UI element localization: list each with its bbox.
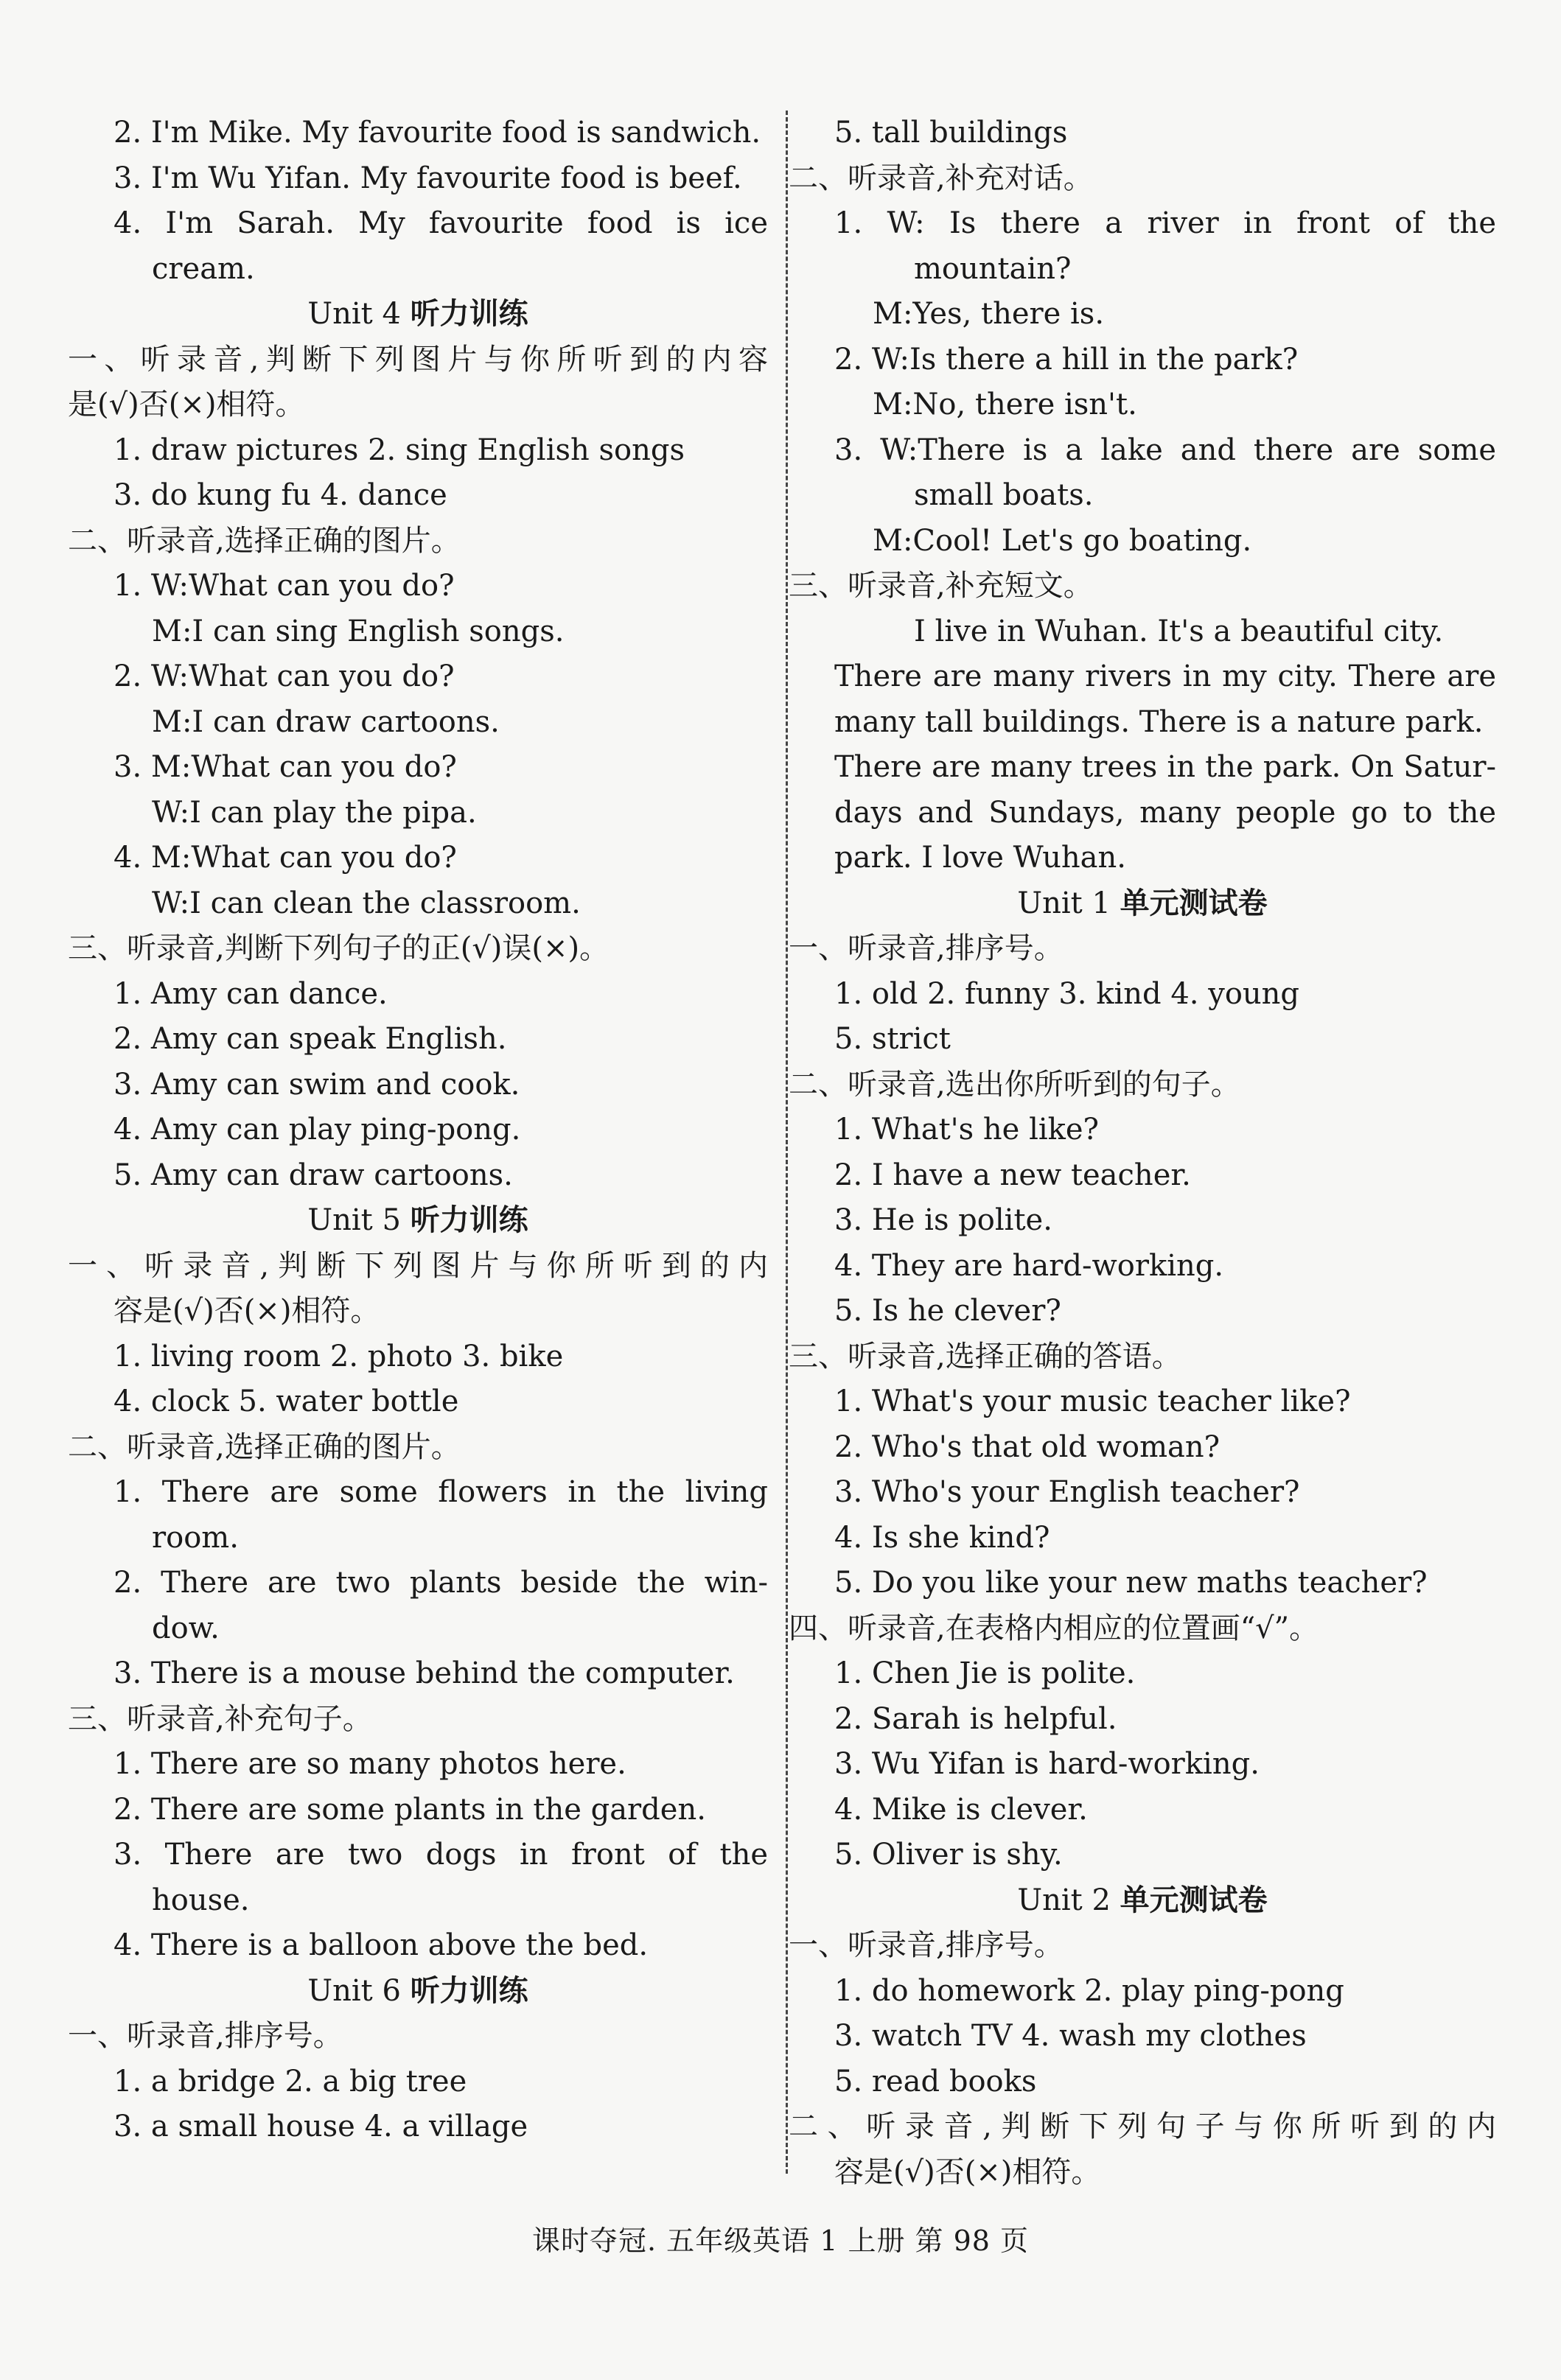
text-line: 1. Amy can dance. bbox=[114, 976, 388, 1011]
question-heading: 二、听录音,补充对话。 bbox=[789, 161, 1093, 195]
question-heading: 三、听录音,补充句子。 bbox=[68, 1701, 372, 1736]
question-heading: 三、听录音,补充短文。 bbox=[789, 569, 1093, 603]
text-line: 5. Oliver is shy. bbox=[834, 1838, 1063, 1872]
text-line: 4. Is she kind? bbox=[834, 1520, 1050, 1555]
text-line: 3. There is a mouse behind the computer. bbox=[114, 1656, 735, 1690]
text-line: I live in Wuhan. It's a beautiful city. bbox=[914, 614, 1444, 648]
text-line: park. I love Wuhan. bbox=[834, 841, 1126, 875]
text-line: 1. Chen Jie is polite. bbox=[834, 1656, 1136, 1690]
text-line: 5. Amy can draw cartoons. bbox=[114, 1158, 513, 1192]
right-column bbox=[789, 111, 1496, 2195]
question-heading: 三、听录音,选择正确的答语。 bbox=[789, 1339, 1181, 1373]
text-line: There are many rivers in my city. There are bbox=[834, 659, 1496, 693]
text-line: There are many trees in the park. On Satur- bbox=[834, 750, 1496, 784]
text-line: 3. There are two dogs in front of the bbox=[114, 1838, 768, 1872]
question-heading: 是(√)否(×)相符。 bbox=[68, 388, 305, 421]
text-line: 4. Mike is clever. bbox=[834, 1792, 1088, 1827]
text-line: 1. draw pictures 2. sing English songs bbox=[114, 433, 685, 467]
text-line: 3. watch TV 4. wash my clothes bbox=[834, 2019, 1307, 2053]
section-heading: Unit 6 听力训练 bbox=[307, 1973, 528, 2008]
text-line: 5. Is he clever? bbox=[834, 1294, 1061, 1328]
question-heading: 一、听录音,排序号。 bbox=[789, 1928, 1064, 1962]
question-heading: 二、听录音,选择正确的图片。 bbox=[68, 1429, 461, 1464]
text-line: 2. Amy can speak English. bbox=[114, 1022, 507, 1056]
text-line: 3. W:There is a lake and there are some bbox=[834, 433, 1496, 467]
text-line: 1. old 2. funny 3. kind 4. young bbox=[834, 976, 1300, 1011]
text-line: 2. There are two plants beside the win- bbox=[114, 1566, 768, 1600]
text-line: 1. W: Is there a river in front of the bbox=[834, 206, 1496, 240]
text-line: M:Cool! Let's go boating. bbox=[873, 523, 1252, 558]
question-heading: 四、听录音,在表格内相应的位置画“√”。 bbox=[789, 1611, 1319, 1645]
text-line: 4. They are hard-working. bbox=[834, 1248, 1224, 1283]
text-line: many tall buildings. There is a nature park. bbox=[834, 704, 1484, 739]
section-heading: Unit 4 听力训练 bbox=[307, 297, 528, 331]
text-line: 3. Amy can swim and cook. bbox=[114, 1067, 520, 1102]
text-line: 3. He is polite. bbox=[834, 1203, 1052, 1237]
text-line: 5. strict bbox=[834, 1022, 951, 1056]
text-line: M:I can draw cartoons. bbox=[152, 704, 500, 739]
text-line: days and Sundays, many people go to the bbox=[834, 795, 1496, 830]
text-line: 2. There are some plants in the garden. bbox=[114, 1792, 706, 1827]
text-line: 2. Sarah is helpful. bbox=[834, 1701, 1117, 1736]
section-heading: Unit 2 单元测试卷 bbox=[1017, 1883, 1268, 1917]
text-line: cream. bbox=[152, 251, 255, 286]
text-line: 1. There are some flowers in the living bbox=[114, 1475, 768, 1509]
text-line: 5. tall buildings bbox=[834, 116, 1068, 150]
section-heading: Unit 5 听力训练 bbox=[307, 1203, 528, 1237]
text-line: 2. I have a new teacher. bbox=[834, 1158, 1191, 1192]
text-line: dow. bbox=[152, 1611, 220, 1645]
text-line: 容是(√)否(×)相符。 bbox=[114, 1294, 380, 1328]
text-line: small boats. bbox=[914, 478, 1094, 512]
question-heading: 二、听录音,选出你所听到的句子。 bbox=[789, 1067, 1240, 1102]
text-line: mountain? bbox=[914, 251, 1072, 286]
question-heading: 一、听录音,排序号。 bbox=[68, 2019, 343, 2053]
question-heading: 一、听录音,判断下列图片与你所听到的内 bbox=[68, 1248, 768, 1283]
text-line: 1. a bridge 2. a big tree bbox=[114, 2064, 467, 2099]
text-line: 4. There is a balloon above the bed. bbox=[114, 1928, 649, 1962]
text-line: 1. What's your music teacher like? bbox=[834, 1385, 1351, 1418]
text-line: 3. do kung fu 4. dance bbox=[114, 478, 447, 512]
text-line: 1. What's he like? bbox=[834, 1113, 1100, 1147]
text-line: 3. Who's your English teacher? bbox=[834, 1475, 1300, 1509]
text-line: 2. I'm Mike. My favourite food is sandwich. bbox=[114, 116, 761, 150]
text-line: house. bbox=[152, 1883, 250, 1917]
text-line: 容是(√)否(×)相符。 bbox=[834, 2155, 1101, 2189]
text-line: 1. W:What can you do? bbox=[114, 569, 455, 603]
question-heading: 二、听录音,选择正确的图片。 bbox=[68, 523, 461, 558]
text-line: 4. M:What can you do? bbox=[114, 841, 457, 875]
question-heading: 二、听录音,判断下列句子与你所听到的内 bbox=[789, 2110, 1496, 2143]
column-divider bbox=[786, 111, 788, 2174]
text-line: 4. I'm Sarah. My favourite food is ice bbox=[114, 206, 768, 240]
text-line: 1. living room 2. photo 3. bike bbox=[114, 1339, 564, 1373]
text-line: W:I can clean the classroom. bbox=[152, 886, 581, 920]
text-line: room. bbox=[152, 1520, 239, 1555]
section-heading: Unit 1 单元测试卷 bbox=[1017, 886, 1268, 920]
text-line: 3. a small house 4. a village bbox=[114, 2110, 528, 2143]
text-line: 3. M:What can you do? bbox=[114, 750, 457, 784]
text-line: 2. W:Is there a hill in the park? bbox=[834, 342, 1299, 377]
text-line: 5. Do you like your new maths teacher? bbox=[834, 1566, 1428, 1600]
text-line: 3. I'm Wu Yifan. My favourite food is beef. bbox=[114, 161, 742, 195]
question-heading: 三、听录音,判断下列句子的正(√)误(×)。 bbox=[68, 931, 610, 965]
text-line: 3. Wu Yifan is hard-working. bbox=[834, 1747, 1260, 1781]
text-line: M:Yes, there is. bbox=[873, 297, 1105, 331]
question-heading: 一、听录音,排序号。 bbox=[789, 931, 1064, 965]
text-line: 1. do homework 2. play ping-pong bbox=[834, 1973, 1344, 2008]
text-line: 4. clock 5. water bottle bbox=[114, 1385, 459, 1418]
text-line: W:I can play the pipa. bbox=[152, 795, 477, 830]
text-line: 2. Who's that old woman? bbox=[834, 1429, 1220, 1464]
text-line: M:No, there isn't. bbox=[873, 388, 1137, 421]
question-heading: 一、听录音,判断下列图片与你所听到的内容 bbox=[68, 342, 768, 377]
text-line: 5. read books bbox=[834, 2064, 1037, 2099]
text-line: 2. W:What can you do? bbox=[114, 659, 455, 693]
left-column bbox=[68, 111, 768, 2150]
text-line: 4. Amy can play ping-pong. bbox=[114, 1113, 521, 1147]
text-line: 1. There are so many photos here. bbox=[114, 1747, 626, 1781]
text-line: M:I can sing English songs. bbox=[152, 614, 565, 648]
page-footer: 课时夺冠. 五年级英语 1 上册 第 98 页 bbox=[531, 2225, 1030, 2257]
